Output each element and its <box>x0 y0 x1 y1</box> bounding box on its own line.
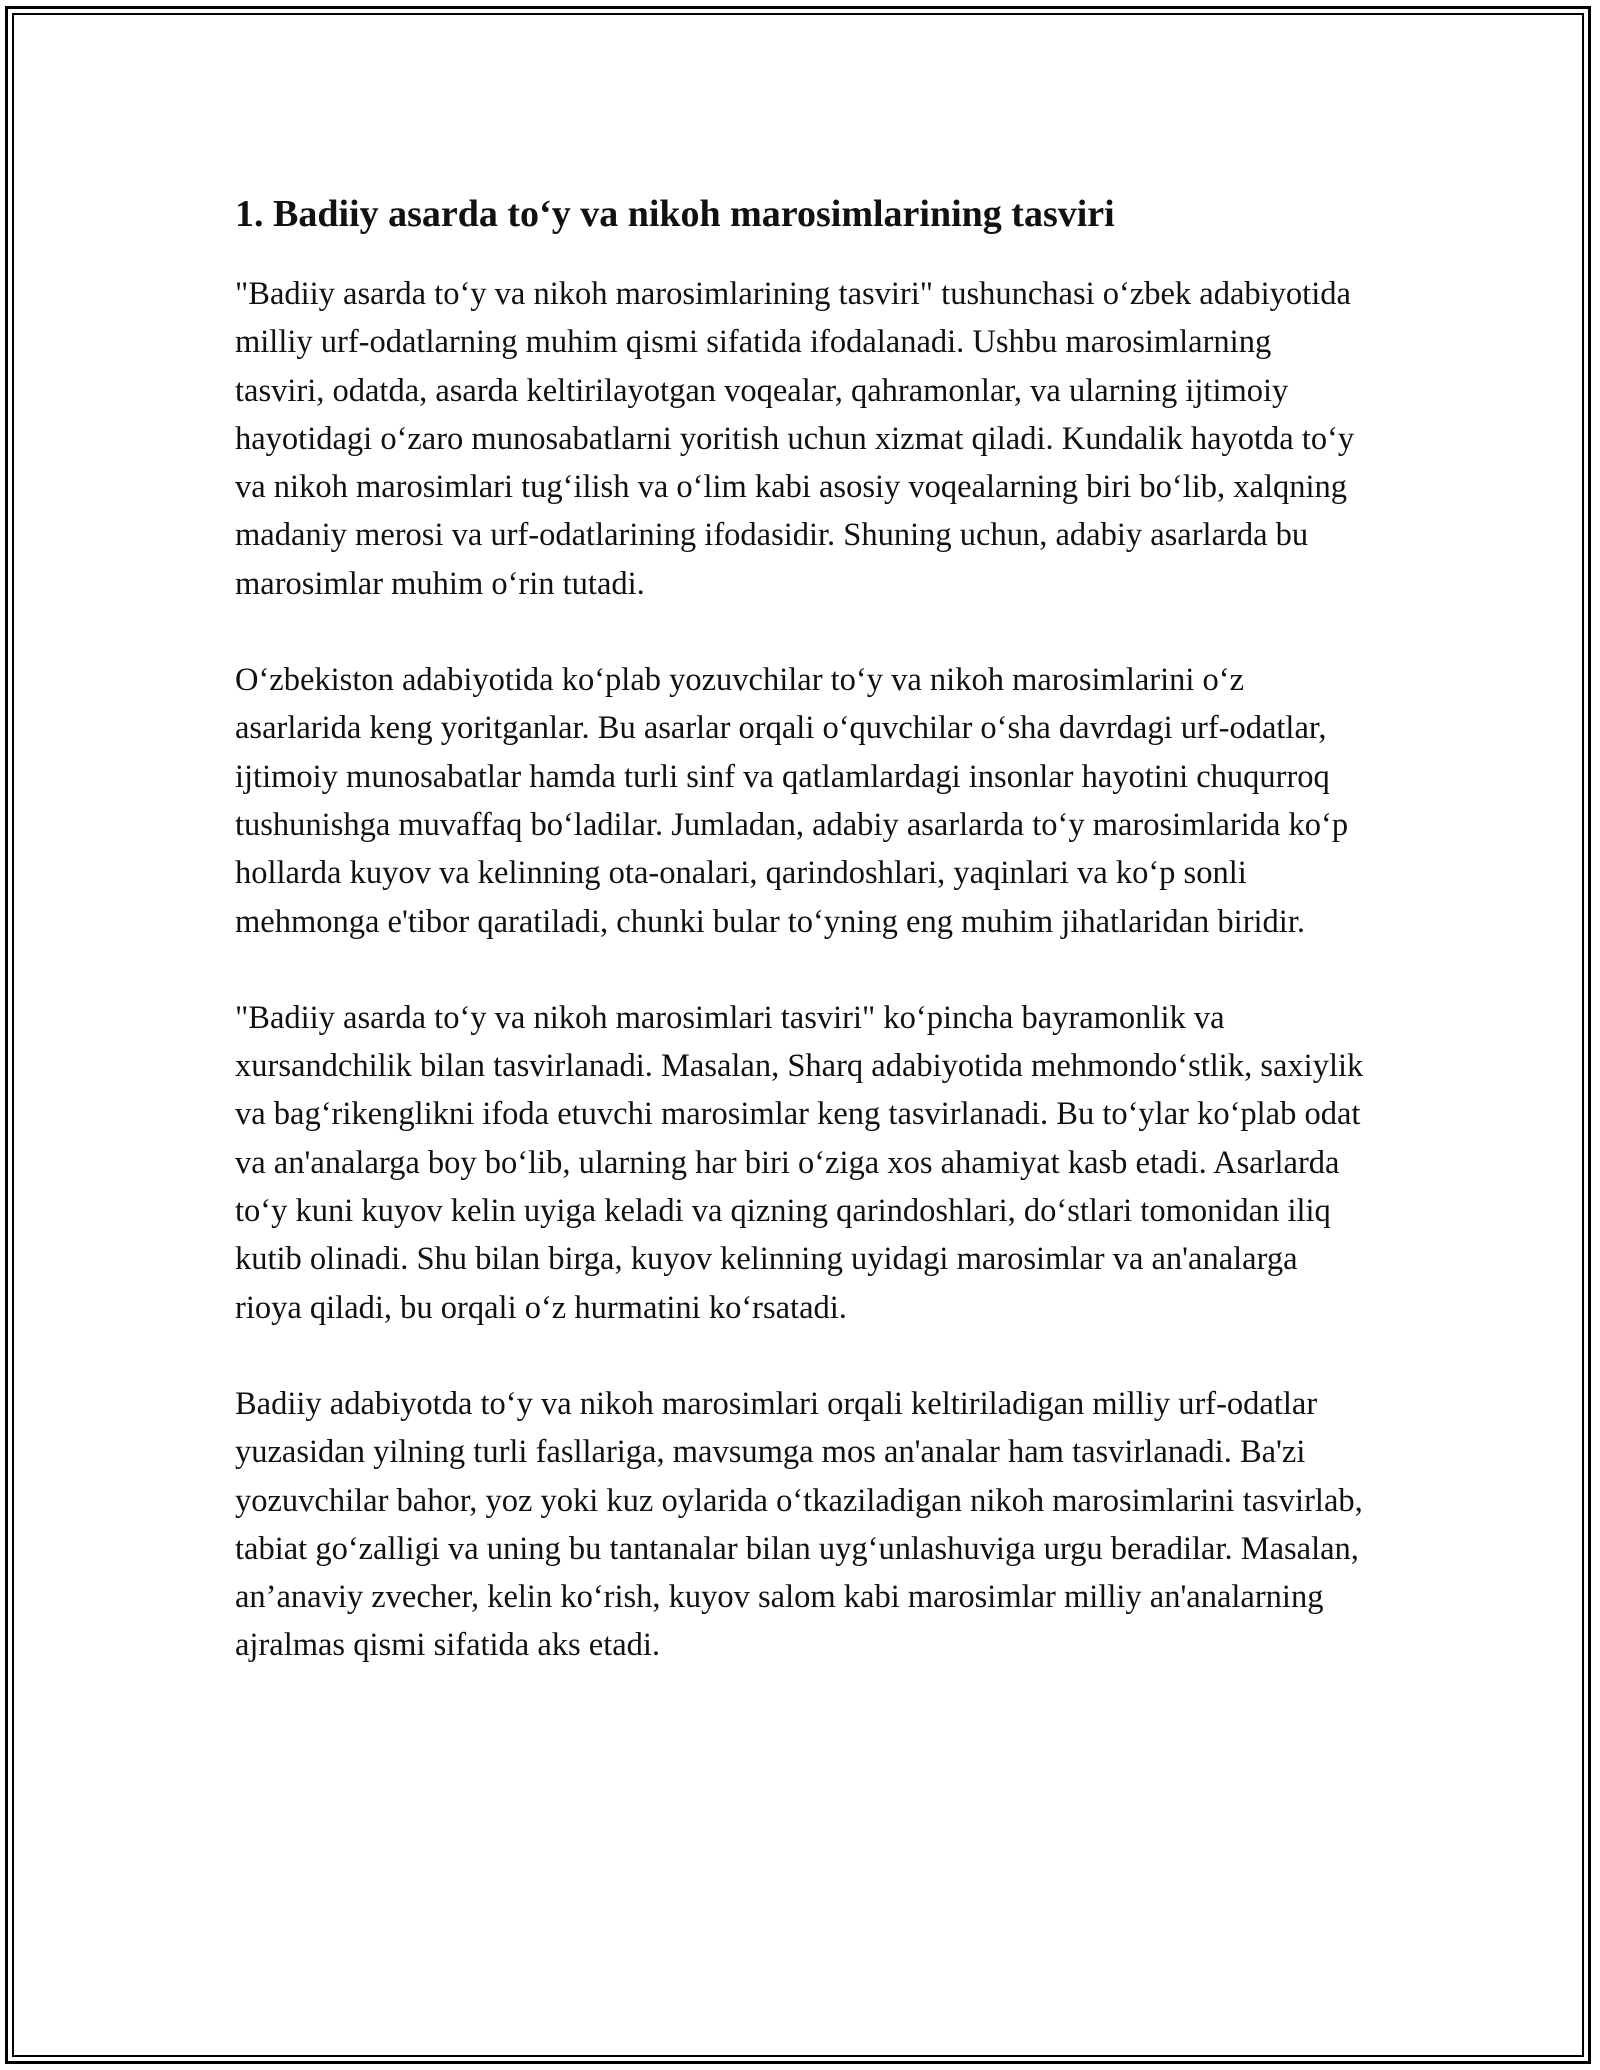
paragraph-4: Badiiy adabiyotda to‘y va nikoh marosimlari orqali keltiriladigan milliy urf-odatlar yuzasidan yilning turli fasllariga, mavsumga mos an'analar ham tasvirlanadi. Ba'zi yozuvchilar bahor, yoz yoki kuz oylarida o‘tkaziladigan nikoh marosimlarini tasvirlab, tabiat go‘zalligi va uning bu tantanalar bilan uyg‘unlashuviga urgu beradilar. Masalan, an’anaviy zvecher, kelin ko‘rish, kuyov salom kabi marosimlar milliy an'analarning ajralmas qismi sifatida aks etadi. <box>235 1385 1363 1664</box>
document-body <box>235 188 1365 1718</box>
paragraph-2: O‘zbekiston adabiyotida ko‘plab yozuvchilar to‘y va nikoh marosimlarini o‘z asarlarida keng yoritganlar. Bu asarlar orqali o‘quvchilar o‘sha davrdagi urf-odatlar, ijtimoiy munosabatlar hamda turli sinf va qatlamlardagi insonlar hayotini chuqurroq tushunishga muvaffaq bo‘ladilar. Jumladan, adabiy asarlarda to‘y marosimlarida ko‘p hollarda kuyov va kelinning ota-onalari, qarindoshlari, yaqinlari va ko‘p sonli mehmonga e'tibor qaratiladi, chunki bular to‘yning eng muhim jihatlaridan biridir. <box>235 662 1349 940</box>
paragraph-3: "Badiiy asarda to‘y va nikoh marosimlari tasviri" ko‘pincha bayramonlik va xursandchilik bilan tasvirlanadi. Masalan, Sharq adabiyotida mehmondo‘stlik, saxiylik va bag‘rikenglikni ifoda etuvchi marosimlar keng tasvirlanadi. Bu to‘ylar ko‘plab odat va an'analarga boy bo‘lib, ularning har biri o‘ziga xos ahamiyat kasb etadi. Asarlarda to‘y kuni kuyov kelin uyiga keladi va qizning qarindoshlari, do‘stlari tomonidan iliq kutib olinadi. Shu bilan birga, kuyov kelinning uyidagi marosimlar va an'analarga rioya qiladi, bu orqali o‘z hurmatini ko‘rsatadi. <box>235 999 1364 1326</box>
paragraph-1: "Badiiy asarda to‘y va nikoh marosimlarining tasviri" tushunchasi o‘zbek adabiyotida milliy urf-odatlarning muhim qismi sifatida ifodalanadi. Ushbu marosimlarning tasviri, odatda, asarda keltirilayotgan voqealar, qahramonlar, va ularning ijtimoiy hayotidagi o‘zaro munosabatlarni yoritish uchun xizmat qiladi. Kundalik hayotda to‘y va nikoh marosimlari tug‘ilish va o‘lim kabi asosiy voqealarning biri bo‘lib, xalqning madaniy merosi va urf-odatlarining ifodasidir. Shuning uchun, adabiy asarlarda bu marosimlar muhim o‘rin tutadi. <box>235 276 1355 602</box>
section-heading: 1. Badiiy asarda to‘y va nikoh marosimlarining tasviri <box>235 193 1115 235</box>
